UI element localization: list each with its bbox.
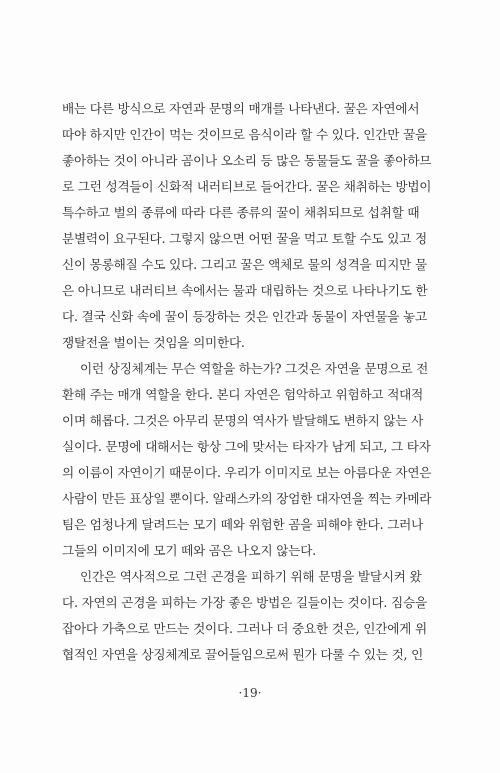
text-line: 다. 결국 신화 속에 꿀이 등장하는 것은 인간과 동물이 자연물을 놓고 xyxy=(62,309,427,324)
text-line: 이런 상징체계는 무슨 역할을 하는가? 그것은 자연을 문명으로 전 xyxy=(80,361,429,376)
text-line: 인간은 역사적으로 그런 곤경을 피하기 위해 문명을 발달시켜 왔 xyxy=(80,569,422,584)
text-line: 특수하고 벌의 종류에 따라 다른 종류의 꿀이 채취되므로 섭취할 때 xyxy=(62,205,420,220)
text-line: 신이 몽롱해질 수도 있다. 그리고 꿀은 액체로 물의 성격을 띠지만 물 xyxy=(62,257,427,272)
paragraph-3 xyxy=(62,564,452,668)
text-line: 쟁탈전을 벌이는 것임을 의미한다. xyxy=(62,335,245,350)
page-number: ·19· xyxy=(238,686,262,700)
text-line: 다. 자연의 곤경을 피하는 가장 좋은 방법은 길들이는 것이다. 짐승을 xyxy=(62,595,427,610)
text-line: 팀은 엄청나게 달려드는 모기 떼와 위험한 곰을 피해야 한다. 그러나 xyxy=(62,517,424,532)
text-line: 의 이름이 자연이기 때문이다. 우리가 이미지로 보는 아름다운 자연은 xyxy=(62,465,432,480)
text-line: 협적인 자연을 상징체계로 끌어들임으로써 뭔가 다룰 수 있는 것, 인 xyxy=(62,647,424,662)
text-line: 그들의 이미지에 모기 떼와 곰은 나오지 않는다. xyxy=(62,543,316,558)
text-line: 배는 다른 방식으로 자연과 문명의 매개를 나타낸다. 꿀은 자연에서 xyxy=(62,101,420,116)
body-text xyxy=(62,96,452,668)
text-line: 사람이 만든 표상일 뿐이다. 알래스카의 장엄한 대자연을 찍는 카메라 xyxy=(62,491,432,506)
text-line: 로 그런 성격들이 신화적 내러티브로 들어간다. 꿀은 채취하는 방법이 xyxy=(62,179,432,194)
paragraph-1 xyxy=(62,96,452,356)
text-line: 잡아다 가축으로 만드는 것이다. 그러나 더 중요한 것은, 인간에게 위 xyxy=(62,621,427,636)
text-line: 분별력이 요구된다. 그렇지 않으면 어떤 꿀을 먹고 토할 수도 있고 정 xyxy=(62,231,427,246)
text-line: 환해 주는 매개 역할을 한다. 본디 자연은 험악하고 위험하고 적대적 xyxy=(62,387,424,402)
paragraph-2 xyxy=(62,356,452,564)
text-line: 실이다. 문명에 대해서는 항상 그에 맞서는 타자가 남게 되고, 그 타자 xyxy=(62,439,431,454)
text-line: 은 아니므로 내러티브 속에서는 물과 대립하는 것으로 나타나기도 한 xyxy=(62,283,428,298)
text-line: 좋아하는 것이 아니라 곰이나 오소리 등 많은 동물들도 꿀을 좋아하므 xyxy=(62,153,432,168)
text-line: 이며 해롭다. 그것은 아무리 문명의 역사가 발달해도 변하지 않는 사 xyxy=(62,413,424,428)
text-line: 따야 하지만 인간이 먹는 것이므로 음식이라 할 수 있다. 인간만 꿀을 xyxy=(62,127,427,142)
